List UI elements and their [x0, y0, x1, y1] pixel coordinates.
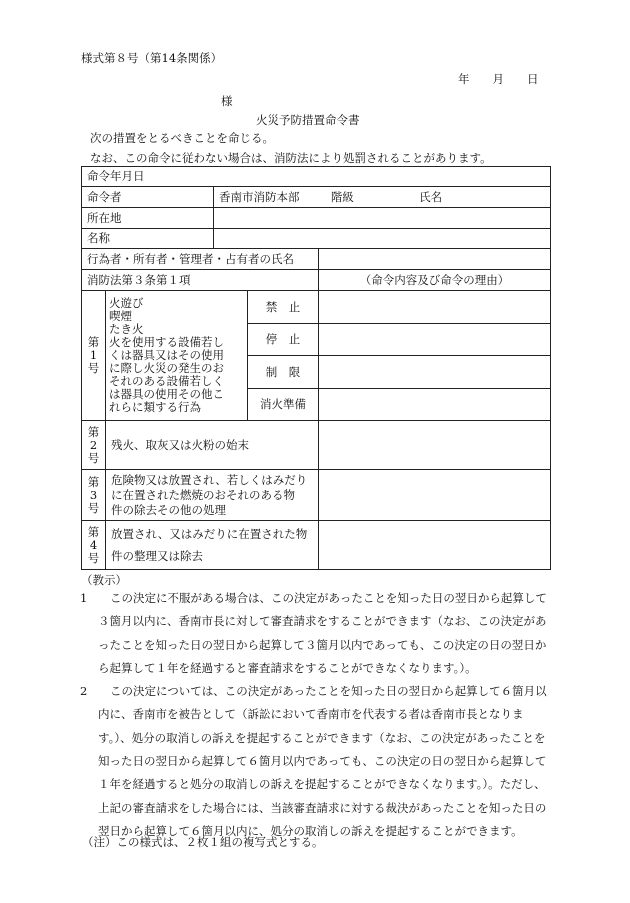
- persons-label: 行為者・所有者・管理者・占有者の氏名: [82, 249, 319, 270]
- item1-description: 火遊び 喫煙 たき火 火を使用する設備若し くは器具又はその使用 に際し火災の発生のお それのある設備若しく は器具の使用その他こ れらに類する行為: [106, 291, 248, 421]
- reason-header: （命令内容及び命令の理由）: [319, 270, 551, 291]
- issuer-rank: 階級: [330, 189, 354, 204]
- intro-line-1: 次の措置をとるべきことを命じる。: [90, 131, 274, 145]
- location-label: 所在地: [82, 208, 214, 229]
- item3-description: 危険物又は放置され、若しくはみだり に在置された燃焼のおそれのある物 件の除去その他の処理: [106, 470, 319, 521]
- item3-value: [319, 470, 551, 521]
- date-line: 年 月 日: [458, 72, 539, 86]
- notice-heading: （教示）: [81, 573, 127, 587]
- item4-description: 放置され、又はみだりに在置された物 件の整理又は除去: [106, 521, 319, 570]
- order-date-label: 命令年月日: [82, 167, 551, 187]
- issuer-name: 氏名: [419, 189, 443, 204]
- action-fire-prep-value: [319, 389, 551, 421]
- notice-item-2-text: この決定については、この決定があったことを知った日の翌日から起算して６箇月以内に、香南市を被告として（訴訟において香南市を代表する者は香南市長となります。）、処分の取消しの訴えを提起することができます（なお、この決定があったことを知った日の翌日から起算して６箇月以内であっても、この決定の日の翌日から起算して１年を経過すると処分の取消しの訴えを提起することができなくなります。）。ただし、上記の審査請求をした場合には、当該審査請求に対する裁決があったことを知った日の翌日から起算して６箇月以内に、処分の取消しの訴えを提起することができます。: [98, 684, 547, 838]
- order-table: [81, 166, 551, 570]
- notice-item-2-number: 2: [80, 684, 88, 699]
- intro-line-2: なお、この命令に従わない場合は、消防法により処罰されることがあります。: [90, 151, 492, 165]
- item2-value: [319, 421, 551, 470]
- notice-item-1: [80, 587, 550, 680]
- law-label: 消防法第３条第１項: [82, 270, 319, 291]
- notice-item-1-number: 1: [80, 591, 88, 605]
- persons-value: [319, 249, 551, 270]
- name-value: [214, 229, 551, 249]
- item1-label: 第 1 号: [82, 291, 106, 421]
- name-label: 名称: [82, 229, 214, 249]
- action-stop-value: [319, 324, 551, 356]
- action-stop: 停 止: [248, 324, 319, 356]
- item3-label: 第 3 号: [82, 470, 106, 521]
- document-title: 火災予防措置命令書: [256, 113, 360, 127]
- issuer-value: [214, 187, 551, 208]
- action-restrict-value: [319, 356, 551, 389]
- notice-item-2: [80, 680, 550, 843]
- issuer-label: 命令者: [82, 187, 214, 208]
- addressee-suffix: 様: [221, 94, 233, 108]
- action-fire-prep: 消火準備: [248, 389, 319, 421]
- footnote: （注）この様式は、２枚１組の複写式とする。: [82, 835, 324, 849]
- action-prohibit-value: [319, 291, 551, 324]
- action-restrict: 制 限: [248, 356, 319, 389]
- action-prohibit: 禁 止: [248, 291, 319, 324]
- location-value: [214, 208, 551, 229]
- notice-list: [80, 587, 550, 843]
- issuer-office: 香南市消防本部: [219, 189, 300, 204]
- item2-description: 残火、取灰又は火粉の始末: [106, 421, 319, 470]
- item4-label: 第 4 号: [82, 521, 106, 570]
- item2-label: 第 2 号: [82, 421, 106, 470]
- item4-value: [319, 521, 551, 570]
- form-number: 様式第８号（第14条関係）: [81, 51, 223, 65]
- notice-item-1-text: この決定に不服がある場合は、この決定があったことを知った日の翌日から起算して３箇月以内に、香南市長に対して審査請求をすることができます（なお、この決定があったことを知った日の翌日から起算して３箇月以内であっても、この決定の日の翌日から起算して１年を経過すると審査請求をすることができなくなります。）。: [98, 591, 547, 675]
